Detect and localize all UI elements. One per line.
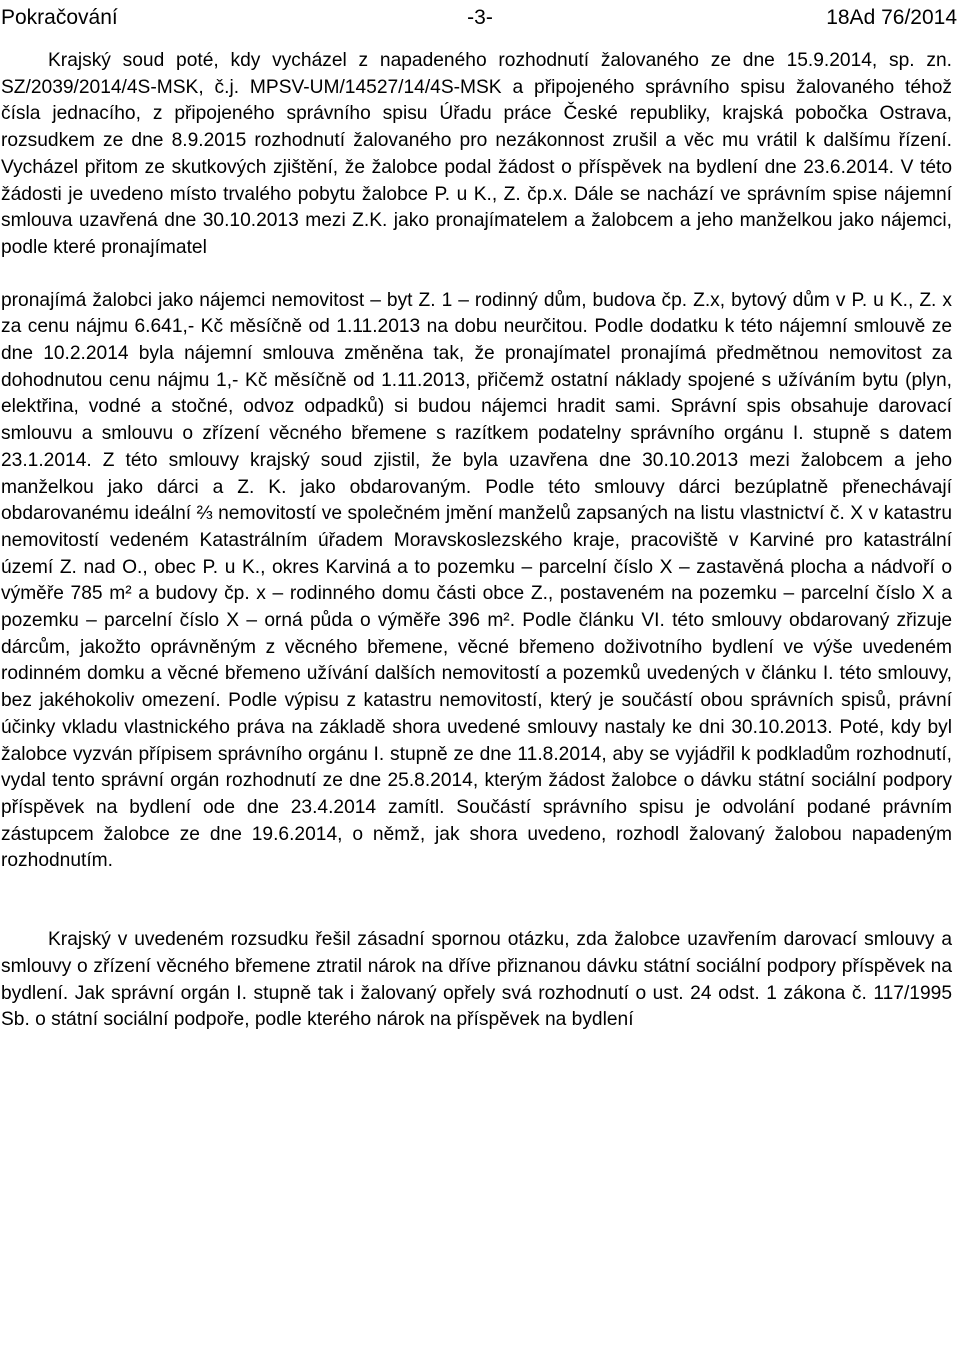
paragraph-legal-question: Krajský v uvedeném rozsudku řešil zásadní spornou otázku, zda žalobce uzavřením darovací smlouvy a smlouvy o zřízení věcného břemene ztratil nárok na dříve přiznanou dávku státní sociální podpory příspěvek na bydlení. Jak správní orgán I. stupně tak i žalovaný opřely svá rozhodnutí o ust. 24 odst. 1 zákona č. 117/1995 Sb. o státní sociální podpoře, podle kterého nárok na příspěvek na bydlení xyxy=(1,929,952,1031)
page-header xyxy=(0,3,960,33)
paragraph-court-findings: Krajský soud poté, kdy vycházel z napadeného rozhodnutí žalovaného ze dne 15.9.2014, sp. zn. SZ/2039/2014/4S-MSK, č.j. MPSV-UM/14527/14/4S-MSK a připojeného správního spisu žalovaného téhož čísla jednacího, z připojeného správního spisu Úřadu práce České republiky, krajská pobočka Ostrava, rozsudkem ze dne 8.9.2015 rozhodnutí žalovaného pro nezákonnost zrušil a věc mu vrátil k dalšímu řízení. Vycházel přitom ze skutkových zjištění, že žalobce podal žádost o příspěvek na bydlení dne 23.6.2014. V této žádosti je uvedeno místo trvalého pobytu žalobce P. u K., Z. čp.x. Dále se nachází ve správním spise nájemní smlouva uzavřená dne 30.10.2013 mezi Z.K. jako pronajímatelem a žalobcem a jeho manželkou jako nájemci, podle které pronajímatel xyxy=(1,50,952,258)
document-body xyxy=(1,48,952,1034)
continuation-label: Pokračování xyxy=(1,6,118,29)
case-number: 18Ad 76/2014 xyxy=(826,6,957,29)
paragraph-contract-details: pronajímá žalobci jako nájemci nemovitost – byt Z. 1 – rodinný dům, budova čp. Z.x, bytový dům v P. u K., Z. x za cenu nájmu 6.641,- Kč měsíčně od 1.11.2013 na dobu neurčitou. Podle dodatku k této nájemní smlouvě ze dne 10.2.2014 byla nájemní smlouva změněna tak, že pronajímatel pronajímá předmětnou nemovitost za dohodnutou cenu nájmu 1,- Kč měsíčně od 1.11.2013, přičemž ostatní náklady spojené s užíváním bytu (plyn, elektřina, vodné a stočné, odvoz odpadků) si budou nájemci hradit sami. Správní spis obsahuje darovací smlouvu a smlouvu o zřízení věcného břemene s razítkem podatelny správního orgánu I. stupně s datem 23.1.2014. Z této smlouvy krajský soud zjistil, že byla uzavřena dne 30.10.2013 mezi žalobcem a jeho manželkou jako dárci a Z. K. jako obdarovaným. Podle této smlouvy dárci bezúplatně přenechávají obdarovanému ideální ⅔ nemovitostí ve společném jmění manželů zapsaných na listu vlastnictví č. X v katastru nemovitostí vedeném Katastrálním úřadem Moravskoslezského kraje, pracoviště v Karviné pro katastrální území Z. nad O., obec P. u K., okres Karviná a to pozemku – parcelní číslo X – zastavěná plocha a nádvoří o výměře 785 m² a budovy čp. x – rodinného domu části obce Z., postaveném na pozemku – parcelní číslo X a pozemku – parcelní číslo X – orná půda o výměře 396 m². Podle článku VI. této smlouvy obdarovaný zřizuje dárcům, jakožto oprávněným z věcného břemene, věcné břemeno doživotního bydlení ve výše uvedeném rodinném domku a věcné břemeno užívání dalších nemovitostí a pozemků uvedených v článku I. této smlouvy, bez jakéhokoliv omezení. Podle výpisu z katastru nemovitostí, který je součástí obou správních spisů, právní účinky vkladu vlastnického práva na základě shora uvedené smlouvy nastaly ke dni 30.10.2013. Poté, kdy byl žalobce vyzván přípisem správního orgánu I. stupně ze dne 11.8.2014, aby se vyjádřil k podkladům rozhodnutí, vydal tento správní orgán rozhodnutí ze dne 25.8.2014, kterým žádost žalobce o dávku státní sociální podpory příspěvek na bydlení ode dne 23.4.2014 zamítl. Součástí správního spisu je odvolání podané právním zástupcem žalobce ze dne 19.6.2014, o němž, jak shora uvedeno, rozhodl žalovaný žalobou napadeným rozhodnutím. xyxy=(1,289,952,872)
page-number: -3- xyxy=(467,6,493,29)
